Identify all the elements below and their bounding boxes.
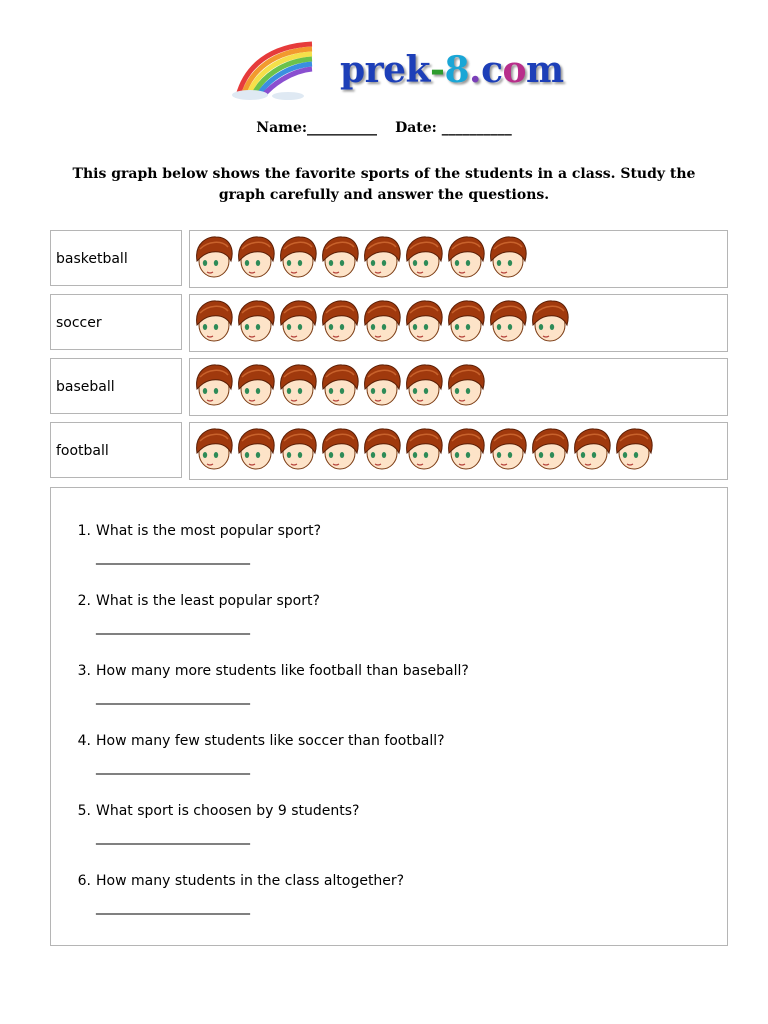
question-text: How many more students like football than baseball?: [96, 663, 469, 679]
question-text: What is the least popular sport?: [96, 593, 320, 609]
boy-face-icon: [194, 427, 234, 471]
student-icons: [189, 294, 728, 352]
question-text: What is the most popular sport?: [96, 523, 322, 539]
question-number: 4.: [77, 733, 91, 749]
question-number: 5.: [77, 803, 91, 819]
boy-face-icon: [362, 427, 402, 471]
date-field-label: Date: __________: [395, 120, 512, 136]
boy-face-icon: [278, 235, 318, 279]
pictograph-row-basketball: [50, 230, 728, 288]
boy-face-icon: [614, 427, 654, 471]
answer-line[interactable]: ______________________: [96, 619, 250, 635]
instructions-text: This graph below shows the favorite sports of the students in a class. Study the graph carefully and answer the questions.: [72, 166, 696, 203]
boy-face-icon: [194, 363, 234, 407]
pictograph-row-football: [50, 422, 728, 480]
question-text: What sport is choosen by 9 students?: [96, 803, 360, 819]
boy-face-icon: [488, 235, 528, 279]
boy-face-icon: [278, 363, 318, 407]
questions-box: [50, 487, 728, 946]
answer-line[interactable]: ______________________: [96, 829, 250, 845]
boy-face-icon: [446, 427, 486, 471]
sport-label: football: [50, 422, 182, 478]
sport-label: basketball: [50, 230, 182, 286]
question-text: How many few students like soccer than football?: [96, 733, 445, 749]
boy-face-icon: [362, 363, 402, 407]
boy-face-icon: [194, 299, 234, 343]
boy-face-icon: [446, 299, 486, 343]
boy-face-icon: [404, 235, 444, 279]
site-logo-text: prek-8.com: [340, 49, 564, 91]
boy-face-icon: [530, 299, 570, 343]
sport-label: soccer: [50, 294, 182, 350]
name-field-label: Name:__________: [256, 120, 378, 136]
pictograph-row-baseball: [50, 358, 728, 416]
boy-face-icon: [572, 427, 612, 471]
boy-face-icon: [362, 235, 402, 279]
boy-face-icon: [530, 427, 570, 471]
pictograph-row-soccer: [50, 294, 728, 352]
boy-face-icon: [320, 235, 360, 279]
boy-face-icon: [488, 299, 528, 343]
boy-face-icon: [236, 427, 276, 471]
student-icons: [189, 230, 728, 288]
answer-line[interactable]: ______________________: [96, 899, 250, 915]
rainbow-logo-icon: [230, 40, 320, 100]
boy-face-icon: [320, 427, 360, 471]
boy-face-icon: [446, 363, 486, 407]
boy-face-icon: [236, 363, 276, 407]
worksheet-header: [0, 40, 768, 104]
boy-face-icon: [236, 299, 276, 343]
boy-face-icon: [320, 363, 360, 407]
boy-face-icon: [236, 235, 276, 279]
boy-face-icon: [362, 299, 402, 343]
name-date-line: [0, 120, 768, 136]
boy-face-icon: [320, 299, 360, 343]
answer-line[interactable]: ______________________: [96, 759, 250, 775]
answer-line[interactable]: ______________________: [96, 549, 250, 565]
boy-face-icon: [488, 427, 528, 471]
boy-face-icon: [278, 299, 318, 343]
answer-line[interactable]: ______________________: [96, 689, 250, 705]
boy-face-icon: [278, 427, 318, 471]
question-number: 1.: [77, 523, 91, 539]
boy-face-icon: [446, 235, 486, 279]
question-number: 3.: [77, 663, 91, 679]
pictograph: [50, 230, 728, 486]
boy-face-icon: [404, 427, 444, 471]
question-number: 2.: [77, 593, 91, 609]
student-icons: [189, 358, 728, 416]
student-icons: [189, 422, 728, 480]
boy-face-icon: [194, 235, 234, 279]
sport-label: baseball: [50, 358, 182, 414]
question-text: How many students in the class altogether?: [96, 873, 405, 889]
boy-face-icon: [404, 363, 444, 407]
question-number: 6.: [77, 873, 91, 889]
boy-face-icon: [404, 299, 444, 343]
